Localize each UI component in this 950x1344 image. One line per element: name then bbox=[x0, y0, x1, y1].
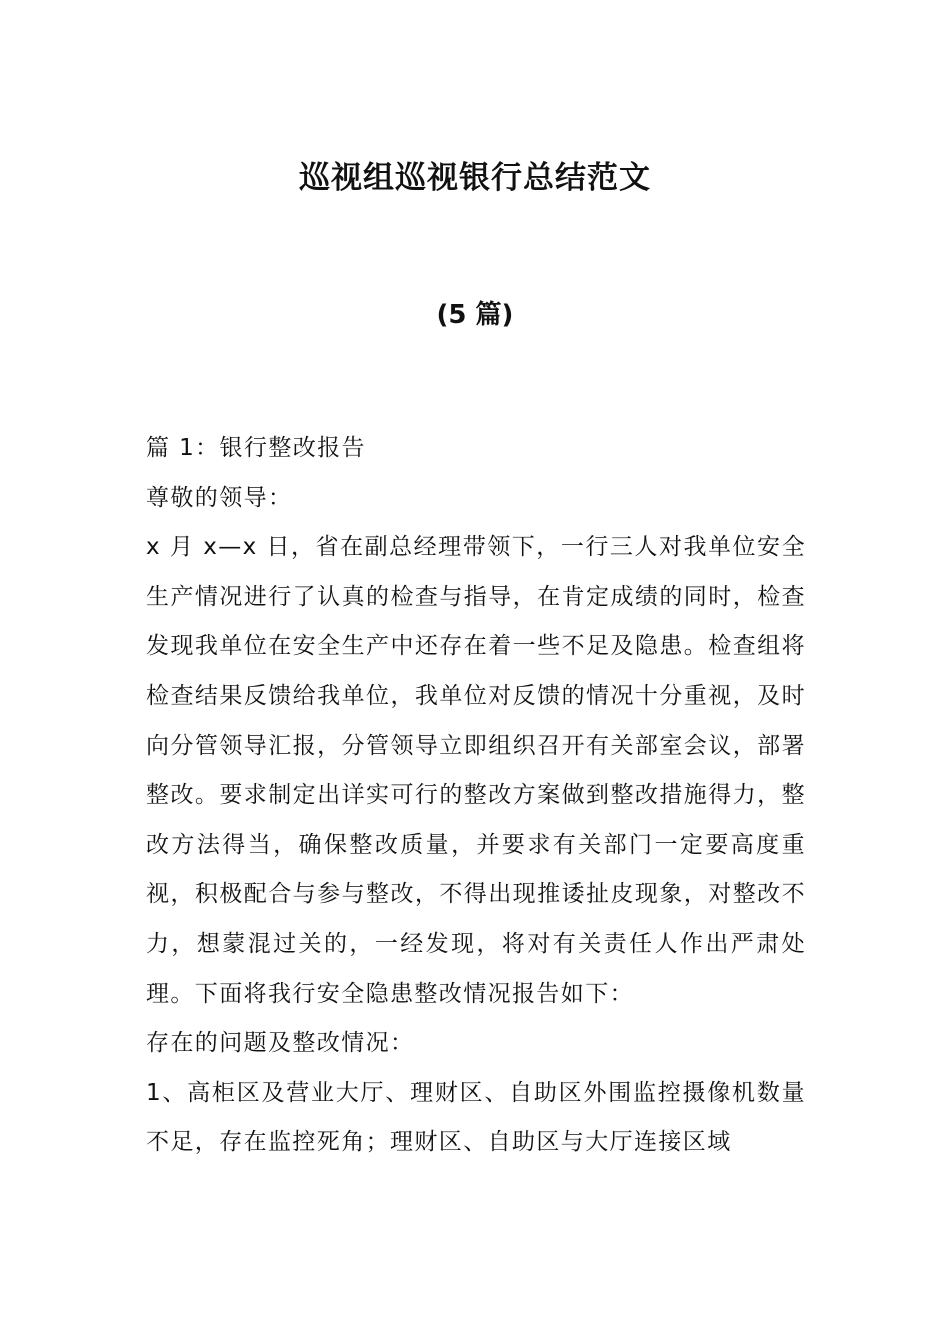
salutation: 尊敬的领导： bbox=[146, 484, 293, 511]
body-paragraph: x 月 x—x 日，省在副总经理带领下，一行三人对我单位安全生产情况进行了认真的检查与指导，在肯定成绩的同时，检查发现我单位在安全生产中还存在着一些不足及隐患。检查组将检查结果反馈给我单位，我单位对反馈的情况十分重视，及时向分管领导汇报，分管领导立即组织召开有关部室会议，部署整改。要求制定出详实可行的整改方案做到整改措施得力，整改方法得当，确保整改质量，并要求有关部门一定要高度重视，积极配合与参与整改，不得出现推诿扯皮现象，对整改不力，想蒙混过关的，一经发现，将对有关责任人作出严肃处理。下面将我行安全隐患整改情况报告如下： bbox=[146, 534, 806, 1007]
section-heading: 篇 1：银行整改报告 bbox=[146, 435, 366, 461]
issues-heading: 存在的问题及整改情况： bbox=[146, 1030, 415, 1057]
document-title: 巡视组巡视银行总结范文 bbox=[299, 160, 651, 196]
issue-item: 1、高柜区及营业大厅、理财区、自助区外围监控摄像机数量不足，存在监控死角；理财区、自助区与大厅连接区域 bbox=[146, 1079, 806, 1156]
document-subtitle: (5 篇) bbox=[436, 300, 514, 330]
document-body bbox=[146, 424, 806, 1168]
